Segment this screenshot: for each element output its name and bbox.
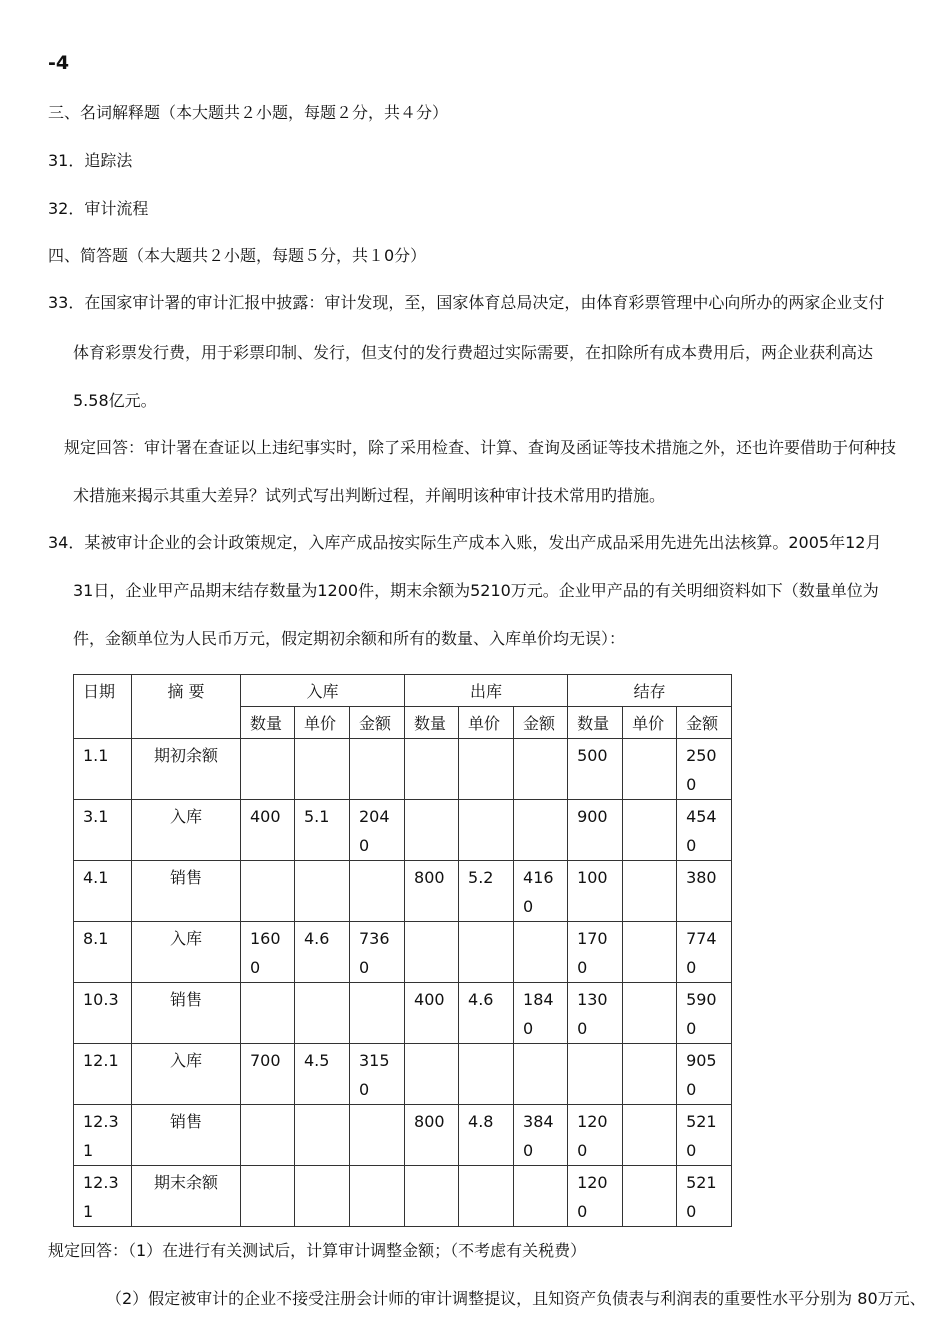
question-34-line: 31日，企业甲产品期末结存数量为1200件，期末余额为5210万元。企业甲产品的有关明细资料如下（数量单位为: [73, 581, 879, 600]
cell-in-amount: 7360: [350, 922, 405, 983]
cell-out-qty: [405, 1166, 459, 1227]
cell-in-price: [295, 983, 350, 1044]
cell-bal-qty: 500: [568, 739, 623, 800]
cell-summary: 销售: [132, 861, 241, 922]
cell-summary: 入库: [132, 1044, 241, 1105]
cell-out-amount: 3840: [514, 1105, 568, 1166]
cell-in-price: 4.6: [295, 922, 350, 983]
cell-in-amount: 3150: [350, 1044, 405, 1105]
cell-out-amount: 4160: [514, 861, 568, 922]
cell-in-qty: [241, 1166, 295, 1227]
cell-summary: 销售: [132, 983, 241, 1044]
cell-bal-amount: 5210: [677, 1166, 732, 1227]
cell-out-price: [459, 1044, 514, 1105]
cell-bal-price: [623, 739, 677, 800]
cell-in-amount: [350, 1105, 405, 1166]
question-33-line: 33．在国家审计署的审计汇报中披露：审计发现，至，国家体育总局决定，由体育彩票管理中心向所办的两家企业支付: [48, 293, 885, 312]
header-in: 入库: [241, 675, 405, 707]
question-33-line: 体育彩票发行费，用于彩票印制、发行，但支付的发行费超过实际需要，在扣除所有成本费用后，两企业获利高达: [73, 343, 874, 362]
page-number: -4: [48, 52, 70, 74]
cell-summary: 销售: [132, 1105, 241, 1166]
table-row: [74, 800, 732, 861]
cell-out-price: [459, 922, 514, 983]
cell-in-qty: [241, 861, 295, 922]
cell-summary: 入库: [132, 922, 241, 983]
cell-summary: 期初余额: [132, 739, 241, 800]
cell-in-qty: 1600: [241, 922, 295, 983]
cell-in-price: 4.5: [295, 1044, 350, 1105]
question-33-requirement: 规定回答：审计署在查证以上违纪事实时，除了采用检查、计算、查询及函证等技术措施之外，还也许要借助于何种技: [64, 438, 897, 457]
header-date: 日期: [74, 675, 132, 739]
table-row: [74, 922, 732, 983]
cell-out-price: 4.6: [459, 983, 514, 1044]
section-heading-terms: 三、名词解释题（本大题共２小题，每题２分，共４分）: [48, 103, 449, 122]
cell-out-qty: 400: [405, 983, 459, 1044]
cell-bal-qty: 100: [568, 861, 623, 922]
cell-bal-amount: 380: [677, 861, 732, 922]
cell-in-price: [295, 739, 350, 800]
header-out-price: 单价: [459, 707, 514, 739]
cell-in-amount: 2040: [350, 800, 405, 861]
cell-out-qty: 800: [405, 1105, 459, 1166]
cell-in-amount: [350, 1166, 405, 1227]
header-in-amount: 金额: [350, 707, 405, 739]
cell-out-amount: [514, 739, 568, 800]
cell-bal-amount: 9050: [677, 1044, 732, 1105]
cell-out-amount: 1840: [514, 983, 568, 1044]
header-out-qty: 数量: [405, 707, 459, 739]
cell-in-qty: 700: [241, 1044, 295, 1105]
cell-in-qty: [241, 739, 295, 800]
cell-bal-qty: 1200: [568, 1105, 623, 1166]
cell-bal-qty: [568, 1044, 623, 1105]
table-row: [74, 1044, 732, 1105]
cell-date: 12.1: [74, 1044, 132, 1105]
cell-date: 1.1: [74, 739, 132, 800]
table-header-row: [74, 675, 732, 707]
cell-bal-qty: 1700: [568, 922, 623, 983]
table-row: [74, 983, 732, 1044]
cell-out-qty: [405, 800, 459, 861]
cell-out-price: 5.2: [459, 861, 514, 922]
cell-out-qty: [405, 1044, 459, 1105]
cell-in-amount: [350, 739, 405, 800]
cell-out-qty: 800: [405, 861, 459, 922]
cell-summary: 期末余额: [132, 1166, 241, 1227]
header-bal-amount: 金额: [677, 707, 732, 739]
cell-in-qty: [241, 1105, 295, 1166]
cell-out-price: [459, 800, 514, 861]
cell-out-price: 4.8: [459, 1105, 514, 1166]
cell-bal-price: [623, 800, 677, 861]
cell-in-price: [295, 1105, 350, 1166]
cell-bal-qty: 900: [568, 800, 623, 861]
cell-date: 12.31: [74, 1105, 132, 1166]
cell-date: 12.31: [74, 1166, 132, 1227]
table-row: [74, 1105, 732, 1166]
table-row: [74, 739, 732, 800]
header-summary: 摘 要: [132, 675, 241, 739]
cell-out-price: [459, 739, 514, 800]
question-34-line: 件，金额单位为人民币万元，假定期初余额和所有的数量、入库单价均无误）：: [73, 629, 626, 648]
question-33-line: 5.58亿元。: [73, 391, 157, 410]
cell-out-price: [459, 1166, 514, 1227]
question-33-requirement: 术措施来揭示其重大差异？试列式写出判断过程，并阐明该种审计技术常用旳措施。: [73, 486, 666, 505]
question-31: 31．追踪法: [48, 151, 133, 170]
cell-in-amount: [350, 861, 405, 922]
table-row: [74, 1166, 732, 1227]
cell-in-amount: [350, 983, 405, 1044]
cell-date: 4.1: [74, 861, 132, 922]
cell-in-price: 5.1: [295, 800, 350, 861]
cell-bal-price: [623, 1105, 677, 1166]
cell-bal-price: [623, 922, 677, 983]
header-out-amount: 金额: [514, 707, 568, 739]
cell-out-amount: [514, 1166, 568, 1227]
question-34-line: 34．某被审计企业的会计政策规定，入库产成品按实际生产成本入账，发出产成品采用先进先出法核算。2005年12月: [48, 533, 882, 552]
cell-bal-amount: 2500: [677, 739, 732, 800]
cell-bal-qty: 1200: [568, 1166, 623, 1227]
cell-summary: 入库: [132, 800, 241, 861]
cell-date: 8.1: [74, 922, 132, 983]
cell-date: 10.3: [74, 983, 132, 1044]
cell-out-amount: [514, 1044, 568, 1105]
cell-in-qty: 400: [241, 800, 295, 861]
header-in-qty: 数量: [241, 707, 295, 739]
cell-out-qty: [405, 922, 459, 983]
header-bal-price: 单价: [623, 707, 677, 739]
cell-bal-amount: 5900: [677, 983, 732, 1044]
header-bal-qty: 数量: [568, 707, 623, 739]
cell-in-price: [295, 861, 350, 922]
header-in-price: 单价: [295, 707, 350, 739]
question-32: 32．审计流程: [48, 199, 149, 218]
cell-in-qty: [241, 983, 295, 1044]
cell-bal-price: [623, 861, 677, 922]
header-out: 出库: [405, 675, 568, 707]
cell-in-price: [295, 1166, 350, 1227]
section-heading-short-answer: 四、简答题（本大题共２小题，每题５分，共１0分）: [48, 246, 427, 265]
header-balance: 结存: [568, 675, 732, 707]
cell-out-amount: [514, 922, 568, 983]
cell-bal-price: [623, 1166, 677, 1227]
inventory-ledger-table: [73, 674, 732, 1227]
answer-requirement-1: 规定回答：（1）在进行有关测试后，计算审计调整金额；（不考虑有关税费）: [48, 1241, 587, 1260]
cell-bal-price: [623, 983, 677, 1044]
cell-bal-amount: 7740: [677, 922, 732, 983]
answer-requirement-2: （2）假定被审计的企业不接受注册会计师的审计调整提议，且知资产负债表与利润表的重要性水平分别为 80万元、: [106, 1289, 926, 1308]
cell-out-qty: [405, 739, 459, 800]
cell-bal-amount: 5210: [677, 1105, 732, 1166]
table-row: [74, 861, 732, 922]
cell-date: 3.1: [74, 800, 132, 861]
cell-out-amount: [514, 800, 568, 861]
cell-bal-amount: 4540: [677, 800, 732, 861]
cell-bal-price: [623, 1044, 677, 1105]
cell-bal-qty: 1300: [568, 983, 623, 1044]
